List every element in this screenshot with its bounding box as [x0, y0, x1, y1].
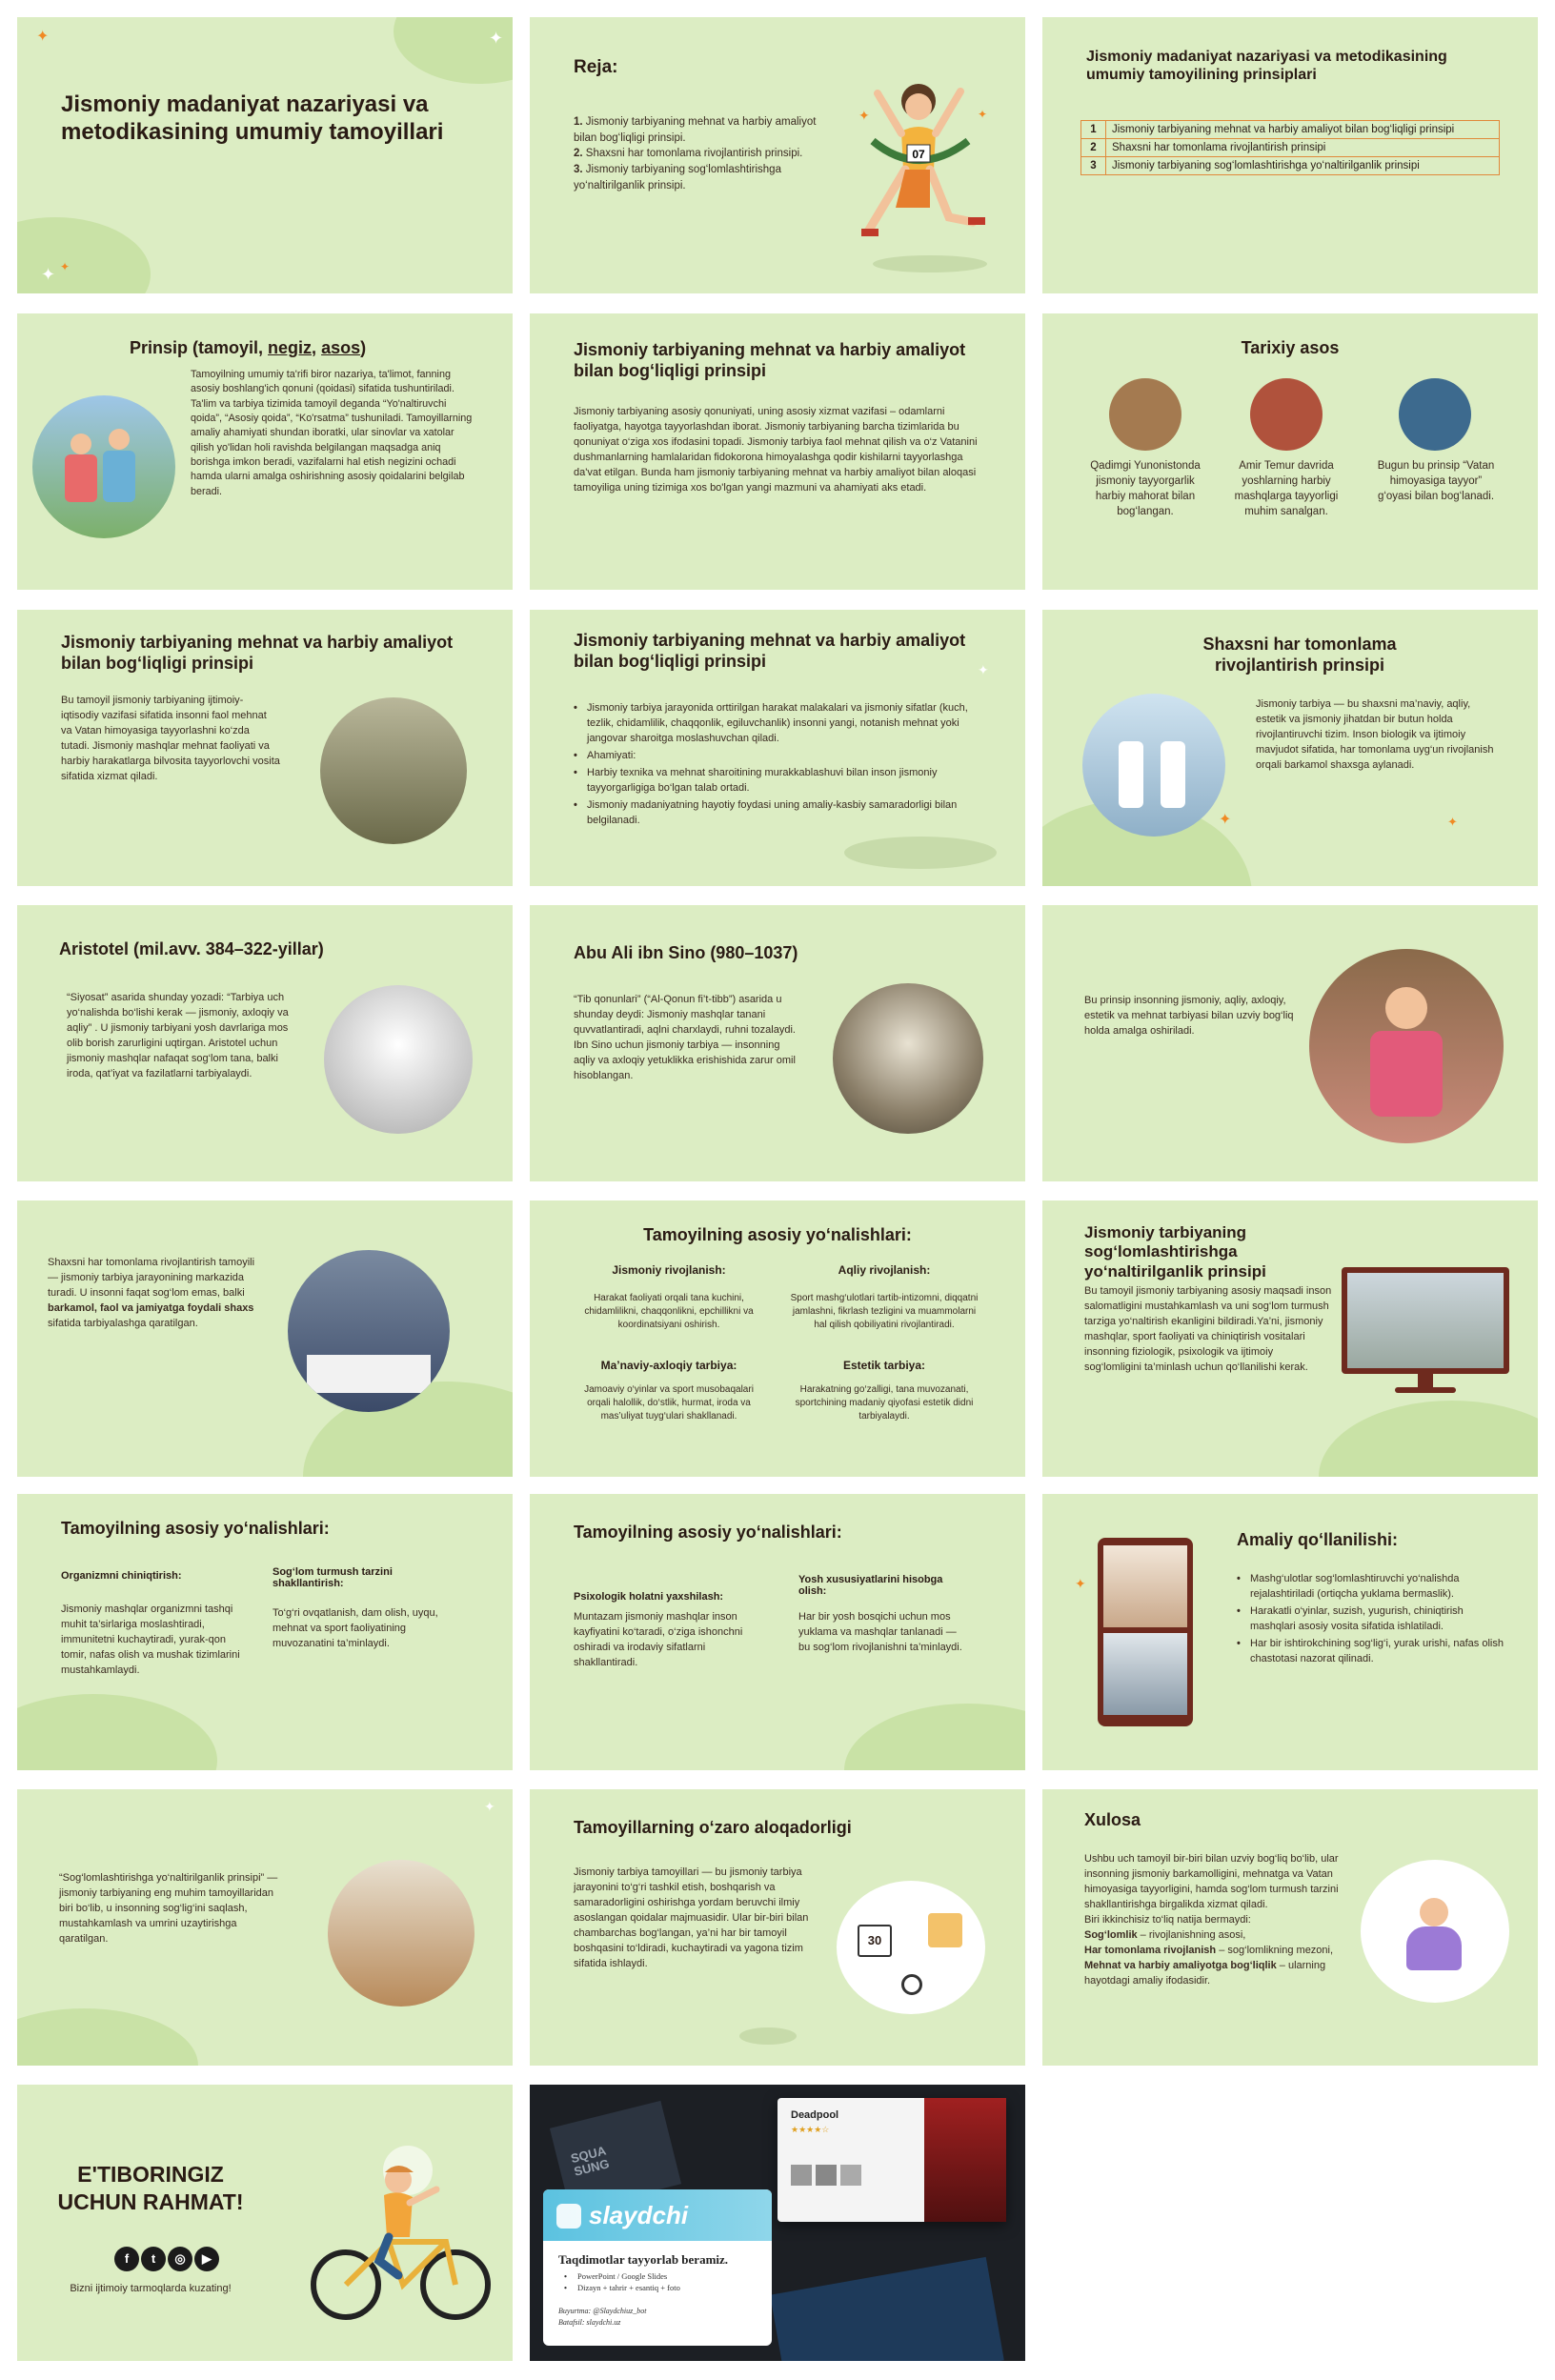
- plan-list: [574, 114, 840, 193]
- health-quote-text: “Sog‘lomlashtirishga yo‘naltirilganlik prinsipi” — jismoniy tarbiyaning eng muhim tamoyillaridan biri bo‘lib, u insonning sog‘lig‘ini saqlash, mustahkamlash va umrini uzaytirishga qaratilgan.: [59, 1872, 278, 1945]
- health-text: Bu tamoyil jismoniy tarbiyaning asosiy maqsadi inson salomatligini mustahkamlash va uni sog‘lom turmush tarziga yo‘naltirish ekanligini bildiradi.Ya’ni, jismoniy mashqlar, sport faoliyati va chiniqtirish vositalari insonning fiziologik, psixologik va ijtimoiy sog‘lomligini ta’minlash uchun qo‘llanilishi kerak.: [1084, 1285, 1332, 1373]
- plan-title: Reja:: [574, 57, 618, 77]
- sparkle-icon: ✦: [1075, 1576, 1086, 1591]
- slide-aristotle[interactable]: [17, 905, 513, 1181]
- slide-title[interactable]: [17, 17, 513, 293]
- preview-card-title: Deadpool: [791, 2109, 839, 2121]
- harmonious-text: Shaxsni har tomonlama rivojlantirish tamoyili — jismoniy tarbiya jarayonining markazida turadi. U insonni faqat sog‘lom emas, balki barkamol, faol va jamiyatga foydali shaxs sifatida tarbiyalashga qaratilgan.: [48, 1257, 255, 1329]
- directions3-title: Tamoyilning asosiy yo‘nalishlari:: [574, 1523, 842, 1542]
- slide-ibn-sino[interactable]: [530, 905, 1025, 1181]
- sparkle-icon: ✦: [858, 108, 870, 123]
- slide-principle-definition[interactable]: [17, 313, 513, 590]
- teacher-students-photo: [1309, 949, 1504, 1143]
- labor2-title: Jismoniy tarbiyaning mehnat va harbiy amaliyot bilan bog‘liqligi prinsipi: [61, 633, 454, 673]
- meditation-illustration: [1361, 1860, 1509, 2003]
- integration-text: Bu prinsip insonning jismoniy, aqliy, axloqiy, estetik va mehnat tarbiyasi bilan uzviy bog‘liq holda amalga oshiriladi.: [1084, 995, 1294, 1037]
- list-item: • Har bir ishtirokchining sog‘lig‘i, yurak urishi, nafas olish chastotasi nazorat qilinadi.: [1237, 1637, 1504, 1667]
- monitor-base: [1395, 1387, 1456, 1393]
- tablet-frame: [1098, 1538, 1193, 1726]
- thanks-title: E'TIBORINGIZ UCHUN RAHMAT!: [57, 2162, 244, 2215]
- background-card: SQUA SUNG: [550, 2101, 681, 2211]
- development-text: Jismoniy tarbiya — bu shaxsni ma’naviy, aqliy, estetik va jismoniy jihatdan bir butun holda rivojlantiruvchi tizim. Inson biologik va ijtimoiy mavjudot sifatida, har tomonlama uyg‘un rivojlanish orqali barkamol shaxsga aylanadi.: [1256, 698, 1494, 771]
- instagram-icon[interactable]: ◎: [168, 2247, 192, 2271]
- ancient-greece-image: [1109, 378, 1181, 451]
- table-row: 3 Jismoniy tarbiyaning sog‘lomlashtirishga yo‘naltirilganlik prinsipi: [1081, 157, 1500, 175]
- direction-text: To‘g‘ri ovqatlanish, dam olish, uyqu, mehnat va sport faoliyatining muvozanatini ta’minlaydi.: [273, 1607, 438, 1649]
- labor-title: Jismoniy tarbiyaning mehnat va harbiy amaliyot bilan bog‘liqligi prinsipi: [574, 340, 966, 380]
- slide-labor-military[interactable]: [530, 313, 1025, 590]
- sparkle-icon: ✦: [489, 29, 504, 48]
- slide-directions[interactable]: [530, 1200, 1025, 1477]
- direction-heading: Jismoniy rivojlanish:: [612, 1263, 726, 1277]
- labor3-list: [574, 701, 993, 831]
- torch-bearers-photo: [1082, 694, 1225, 837]
- chess-team-photo: [288, 1250, 450, 1412]
- direction-text: Jismoniy mashqlar organizmni tashqi muhit ta’sirlariga moslashtiradi, immunitetni kuchaytiradi, yurak-qon tomir, nafas olish va mushak tizimlarini mustahkamlaydi.: [61, 1603, 240, 1676]
- background-card: [770, 2257, 1004, 2361]
- development-title: Shaxsni har tomonlama rivojlantirish prinsipi: [1202, 635, 1397, 675]
- directions2-title: Tamoyilning asosiy yo‘nalishlari:: [61, 1519, 330, 1538]
- exercise-class-photo: [328, 1860, 475, 2007]
- slide-directions-2[interactable]: [17, 1494, 513, 1770]
- slide-comprehensive-development[interactable]: [1042, 610, 1538, 886]
- plan-item: 2. Shaxsni har tomonlama rivojlantirish prinsipi.: [574, 148, 803, 160]
- social-caption: Bizni ijtimoiy tarmoqlarda kuzating!: [70, 2283, 232, 2294]
- conclusion-title: Xulosa: [1084, 1810, 1141, 1829]
- slide-historical-basis[interactable]: [1042, 313, 1538, 590]
- slaydchi-contacts: Buyurtma: @Slaydchiuz_bot Batafsil: slaydchi.uz: [558, 2307, 647, 2327]
- sparkle-icon: ✦: [978, 662, 989, 677]
- plan-item: 3. Jismoniy tarbiyaning sog‘lomlashtirishga yo‘naltirilganlik prinsipi.: [574, 164, 781, 192]
- historical-caption: Bugun bu prinsip “Vatan himoyasiga tayyor” g‘oyasi bilan bog‘lanadi.: [1377, 460, 1495, 503]
- labor3-title: Jismoniy tarbiyaning mehnat va harbiy amaliyot bilan bog‘liqligi prinsipi: [574, 631, 966, 671]
- slaydchi-tagline: Taqdimotlar tayyorlab beramiz.: [558, 2252, 729, 2267]
- direction-text: Harakat faoliyati orqali tana kuchini, chidamlilikni, chaqqonlikni, epchillikni va koordinatsiyani oshirish.: [584, 1293, 754, 1330]
- slide-health-principle[interactable]: [1042, 1200, 1538, 1477]
- amir-temur-image: [1250, 378, 1323, 451]
- presentation-title: Jismoniy madaniyat nazariyasi va metodikasining umumiy tamoyillari: [61, 91, 444, 145]
- cyclist-illustration: [303, 2142, 503, 2332]
- ibn-sino-portrait: [833, 983, 983, 1134]
- direction-text: Har bir yosh bosqichi uchun mos yuklama va mashqlar tanlanadi — bu sog‘lom rivojlanishni ta’minlaydi.: [798, 1611, 962, 1653]
- interconnection-title: Tamoyillarning o‘zaro aloqadorligi: [574, 1818, 852, 1837]
- preview-card: [778, 2098, 1006, 2222]
- table-row: 1 Jismoniy tarbiyaning mehnat va harbiy amaliyot bilan bog‘liqligi prinsipi: [1081, 121, 1500, 139]
- soldiers-training-photo: [320, 697, 467, 844]
- direction-text: Jamoaviy o‘yinlar va sport musobaqalari orqali halollik, do‘stlik, hurmat, iroda va mas’uliyat tuyg‘ulari shakllanadi.: [584, 1384, 754, 1422]
- slide-principles-table[interactable]: [1042, 17, 1538, 293]
- sparkle-icon: ✦: [41, 265, 56, 284]
- yoga-photo: [1103, 1545, 1187, 1627]
- slide-harmonious-person[interactable]: [17, 1200, 513, 1477]
- direction-heading: Sog‘lom turmush tarzini shakllantirish:: [273, 1566, 393, 1589]
- sparkle-icon: ✦: [1219, 812, 1232, 828]
- principles-title: Jismoniy madaniyat nazariyasi va metodikasining umumiy tamoyilining prinsiplari: [1086, 49, 1447, 84]
- rating-stars: ★★★★☆: [791, 2125, 830, 2134]
- slaydchi-services: • PowerPoint / Google Slides • Dizayn + tahrir + esantiq + foto: [564, 2271, 680, 2294]
- flag-bearer-image: [1399, 378, 1471, 451]
- slide-slaydchi-ad[interactable]: [530, 2085, 1025, 2361]
- family-cycling-photo: [32, 395, 175, 538]
- facebook-icon[interactable]: f: [114, 2247, 139, 2271]
- list-item: • Harakatli o‘yinlar, suzish, yugurish, chiniqtirish mashqlari asosiy vosita sifatida ishlatiladi.: [1237, 1604, 1504, 1635]
- list-item: • Ahamiyati:: [574, 749, 993, 764]
- slide-labor-military-2[interactable]: [17, 610, 513, 886]
- direction-heading: Organizmni chiniqtirish:: [61, 1570, 182, 1582]
- slide-directions-3[interactable]: [530, 1494, 1025, 1770]
- plan-item: 1. Jismoniy tarbiyaning mehnat va harbiy amaliyot bilan bog‘liqligi prinsipi.: [574, 116, 817, 144]
- principles-table: [1080, 120, 1500, 175]
- aristotle-text: “Siyosat” asarida shunday yozadi: “Tarbiya uch yo‘nalishda bo‘lishi kerak — jismoniy, axloqiy va aqliy” . U jismoniy tarbiyani yosh davrlariga mos olib borish zarurligini uqtirgan. Aristotel uchun jismoniy mashqlar nafaqat sog‘lom tana, balki iroda, qat’iyat va fazilatlarni tarbiyalaydi.: [67, 992, 289, 1079]
- labor-text: Jismoniy tarbiyaning asosiy qonuniyati, uning asosiy xizmat vazifasi – odamlarni faoliyatga, hayotga tayyorlashdan iborat. Jismoniy tarbiyaning barcha tizimlarida bu qonuniyat o‘ziga xos ifodasini topadi. Jismoniy tarbiya faol mehnat qilish va o‘z Vatanini dushmanlarning hamlalaridan fidokorona himoyalashga qodir kishilarni tayyorlashga da'vat etilgan. Bunda ham jismoniy tarbiyaning mehnat va harbiy amaliyot bilan aloqasi tamoyiliga uning tizimiga xos bo'lgan yangi mazmuni va ahamiyati aks etadi.: [574, 406, 978, 494]
- direction-heading: Estetik tarbiya:: [842, 1359, 926, 1372]
- direction-heading: Yosh xususiyatlarini hisobga olish:: [798, 1574, 943, 1597]
- definition-text: Tamoyilning umumiy ta'rifi biror nazariya, ta'limot, fanning asosiy boshlang'ich qonuni (qoidasi) sifatida tushuntiriladi. Ta'lim va tarbiya tizimida tamoyil deganda “Yo'naltiruvchi qoida”, “Asosiy qoida”, “Ko'rsatma” tushuniladi. Tamoyillarning amaliy ahamiyati shundan iboratki, ular sinovlar va xatolar qilish yo'lidan holi ravishda belgilangan maqsadga aniq borishga imkon beradi, vazifalarni hal etish negizini ochadi hamda ularni amalga oshirishning asosiy qoidalarini belgilab beradi.: [191, 369, 473, 497]
- chart-icon: [928, 1913, 962, 1947]
- sparkle-icon: ✦: [484, 1799, 495, 1814]
- ibn-sino-title: Abu Ali ibn Sino (980–1037): [574, 943, 798, 962]
- direction-text: Muntazam jismoniy mashqlar inson kayfiyatini ko‘taradi, o‘ziga ishonchni oshiradi va irodaviy sifatlarni shakllantiradi.: [574, 1611, 743, 1668]
- slide-practical-application[interactable]: [1042, 1494, 1538, 1770]
- slaydchi-card: [543, 2189, 772, 2346]
- calendar-icon: 30: [858, 1925, 892, 1957]
- aristotle-bust-image: [324, 985, 473, 1134]
- sparkle-icon: ✦: [978, 108, 988, 121]
- list-item: • Harbiy texnika va mehnat sharoitining murakkablashuvi bilan inson jismoniy tayyorgarligiga bo‘lgan talab ortadi.: [574, 766, 993, 797]
- planning-illustration: [837, 1881, 985, 2014]
- interconnection-text: Jismoniy tarbiya tamoyillari — bu jismoniy tarbiya jarayonini to‘g‘ri tashkil etish, boshqarish va samaradorligini oshirishga yordam beruvchi ilmiy asoslangan qoidalar majmuasidir. Ular bir-biri bilan chambarchas bog‘langan, ya’ni har bir tamoyil boshqasini to‘ldiradi, kuchaytiradi va yagona tizim sifatida ishlaydi.: [574, 1866, 809, 1969]
- practical-list: [1237, 1572, 1504, 1669]
- definition-title: Prinsip (tamoyil, negiz, asos): [130, 338, 367, 357]
- slide-conclusion[interactable]: [1042, 1789, 1538, 2066]
- list-item: • Jismoniy tarbiya jarayonida orttirilgan harakat malakalari va jismoniy sifatlar (kuch, tezlik, chidamlilik, chaqqonlik, egiluvchanlik) insonni yangi, notanish mehnat yoki jangovar sharoitga moslashuvchan qiladi.: [574, 701, 993, 747]
- direction-text: Harakatning go‘zalligi, tana muvozanati, sportchining madaniy qiyofasi estetik didni tarbiyalaydi.: [795, 1384, 974, 1422]
- aristotle-title: Aristotel (mil.avv. 384–322-yillar): [59, 939, 324, 958]
- twitter-icon[interactable]: t: [141, 2247, 166, 2271]
- historical-caption: Amir Temur davrida yoshlarning harbiy mashqlarga tayyorligi muhim sanalgan.: [1234, 460, 1339, 518]
- sparkle-icon: ✦: [36, 29, 50, 45]
- direction-heading: Psixologik holatni yaxshilash:: [574, 1591, 724, 1603]
- monitor-frame: [1342, 1267, 1509, 1374]
- practical-title: Amaliy qo‘llanilishi:: [1237, 1530, 1399, 1549]
- slaydchi-logo: slaydchi: [589, 2201, 689, 2229]
- list-item: • Jismoniy madaniyatning hayotiy foydasi uning amaliy-kasbiy samaradorligi bilan belgilanadi.: [574, 798, 993, 829]
- youtube-icon[interactable]: ▶: [194, 2247, 219, 2271]
- direction-heading: Ma’naviy-axloqiy tarbiya:: [600, 1359, 737, 1372]
- slide-health-quote[interactable]: [17, 1789, 513, 2066]
- slaydchi-header: [543, 2189, 772, 2241]
- unicycle-wheel-icon: [901, 1974, 922, 1995]
- sparkle-icon: ✦: [1447, 815, 1458, 829]
- slide-labor-military-3[interactable]: [530, 610, 1025, 886]
- slaydchi-logo-icon: [556, 2204, 581, 2229]
- historical-title: Tarixiy asos: [1241, 338, 1340, 357]
- slide-principle-integration[interactable]: [1042, 905, 1538, 1181]
- slide-plan[interactable]: [530, 17, 1025, 293]
- slide-interconnection[interactable]: [530, 1789, 1025, 2066]
- historical-caption: Qadimgi Yunonistonda jismoniy tayyorgarlik harbiy mahorat bilan bog‘langan.: [1090, 460, 1201, 518]
- bib-number: 07: [912, 148, 925, 161]
- direction-text: Sport mashg‘ulotlari tartib-intizomni, diqqatni jamlashni, fikrlash tezligini va muammolarni hal qilish qobiliyatini rivojlantiradi.: [790, 1293, 979, 1330]
- sparkle-icon: ✦: [60, 260, 71, 273]
- labor2-text: Bu tamoyil jismoniy tarbiyaning ijtimoiy-iqtisodiy vazifasi sifatida insonni faol mehnat va Vatan himoyasiga tayyorlashni ko‘zda tutadi. Jismoniy mashqlar mehnat faoliyati va harbiy harakatlarga bilvosita tayyorlovchi vosita sifatida xizmat qiladi.: [61, 695, 280, 782]
- conclusion-text: Ushbu uch tamoyil bir-biri bilan uzviy bog‘liq bo‘lib, ular insonning jismoniy barkamolligini, mehnatga va Vatan himoyasiga tayyorligini, hamda sog‘lom turmush tarzini shakllantirishga birgalikda xizmat qiladi. Biri ikkinchisiz to‘liq natija bermaydi: Sog‘lomlik – rivojlanishning asosi, Har tomonlama rivojlanish – sog‘lomlikning mezoni, Mehnat va harbiy amaliyotga bog‘liqlik – ularning hayotdagi amaliy ifodasidir.: [1084, 1853, 1339, 1987]
- gym-photo: [1103, 1633, 1187, 1715]
- slide-thanks[interactable]: [17, 2085, 513, 2361]
- deadpool-image: [924, 2098, 1006, 2222]
- health-title: Jismoniy tarbiyaning sog‘lomlashtirishga yo‘naltirilganlik prinsipi: [1084, 1223, 1266, 1281]
- table-row: 2 Shaxsni har tomonlama rivojlantirish prinsipi: [1081, 139, 1500, 157]
- direction-heading: Aqliy rivojlanish:: [838, 1263, 931, 1277]
- directions-title: Tamoyilning asosiy yo‘nalishlari:: [643, 1225, 912, 1244]
- list-item: • Mashg‘ulotlar sog‘lomlashtiruvchi yo‘nalishda rejalashtiriladi (ortiqcha yuklama bermaslik).: [1237, 1572, 1504, 1603]
- runner-illustration: [854, 65, 987, 270]
- ibn-sino-text: “Tib qonunlari” (“Al-Qonun fi’t-tibb”) asarida u shunday deydi: Jismoniy mashqlar tanani quvvatlantiradi, aqlni charxlaydi, ruhni tozalaydi. Ibn Sino uchun jismoniy tarbiya — insonning aqliy va axloqiy yetuklikka erishishida zarur omil hisoblangan.: [574, 994, 796, 1081]
- crowd-exercise-photo: [1347, 1273, 1504, 1368]
